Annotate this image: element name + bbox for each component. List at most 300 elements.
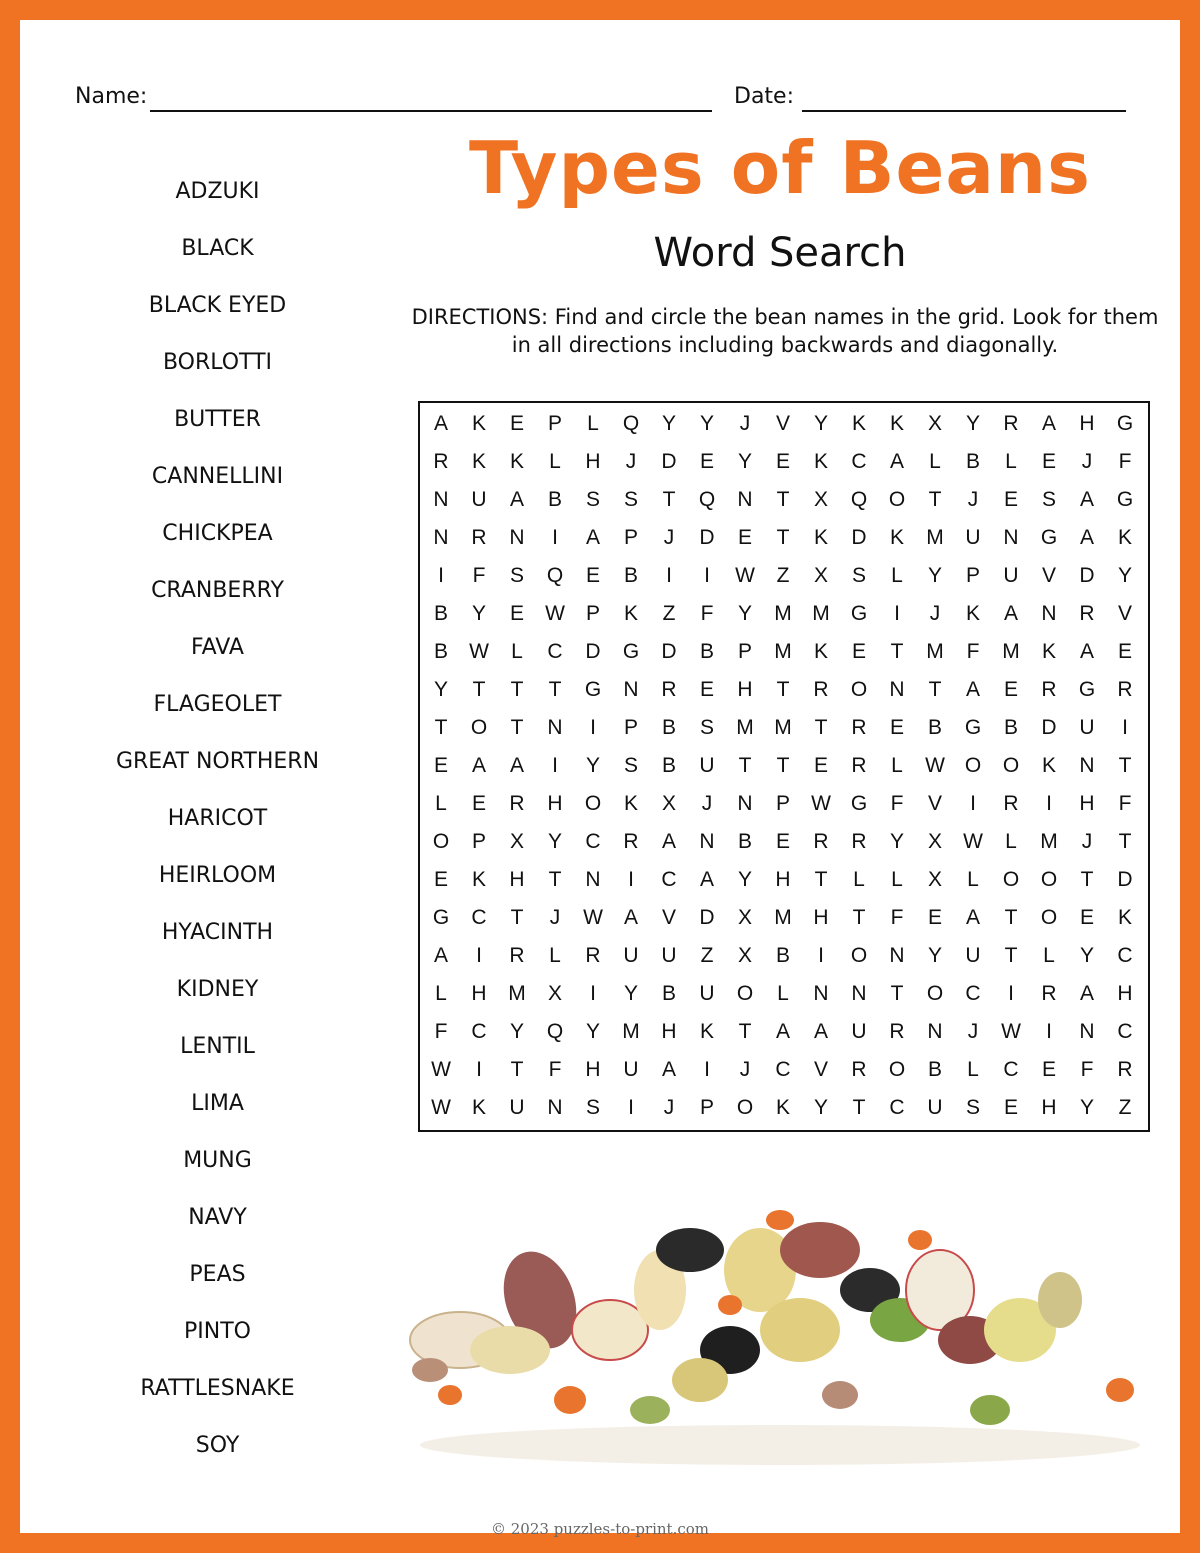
- grid-cell[interactable]: M: [774, 640, 792, 663]
- grid-cell[interactable]: V: [1041, 564, 1056, 587]
- grid-cell[interactable]: F: [966, 640, 980, 663]
- grid-cell[interactable]: X: [737, 944, 752, 967]
- grid-cell[interactable]: F: [1118, 792, 1132, 815]
- grid-cell[interactable]: Y: [471, 602, 486, 625]
- grid-cell[interactable]: I: [704, 564, 710, 587]
- grid-cell[interactable]: W: [469, 640, 489, 663]
- grid-cell[interactable]: C: [471, 1020, 487, 1043]
- grid-cell[interactable]: E: [699, 450, 714, 473]
- grid-cell[interactable]: G: [1116, 412, 1134, 435]
- grid-cell[interactable]: K: [699, 1020, 714, 1043]
- grid-cell[interactable]: W: [431, 1096, 451, 1119]
- grid-cell[interactable]: G: [850, 792, 868, 815]
- grid-cell[interactable]: Q: [622, 412, 640, 435]
- grid-cell[interactable]: I: [590, 716, 596, 739]
- grid-cell[interactable]: I: [1046, 792, 1052, 815]
- grid-cell[interactable]: E: [1003, 1096, 1018, 1119]
- grid-cell[interactable]: G: [850, 602, 868, 625]
- grid-cell[interactable]: N: [1079, 1020, 1095, 1043]
- grid-cell[interactable]: I: [438, 564, 444, 587]
- grid-cell[interactable]: W: [925, 754, 945, 777]
- grid-cell[interactable]: A: [775, 1020, 790, 1043]
- grid-cell[interactable]: F: [700, 602, 714, 625]
- grid-cell[interactable]: V: [1117, 602, 1132, 625]
- grid-cell[interactable]: K: [509, 450, 524, 473]
- grid-cell[interactable]: S: [585, 488, 600, 511]
- grid-cell[interactable]: O: [888, 488, 906, 511]
- grid-cell[interactable]: V: [775, 412, 790, 435]
- grid-cell[interactable]: M: [774, 906, 792, 929]
- grid-cell[interactable]: J: [625, 450, 637, 473]
- grid-cell[interactable]: T: [890, 982, 904, 1005]
- grid-cell[interactable]: L: [891, 868, 903, 891]
- grid-cell[interactable]: S: [699, 716, 714, 739]
- grid-cell[interactable]: R: [471, 526, 487, 549]
- grid-cell[interactable]: H: [1041, 1096, 1057, 1119]
- grid-cell[interactable]: R: [1117, 678, 1133, 701]
- grid-cell[interactable]: I: [666, 564, 672, 587]
- grid-cell[interactable]: R: [1041, 982, 1057, 1005]
- grid-cell[interactable]: E: [509, 412, 524, 435]
- grid-cell[interactable]: O: [850, 944, 868, 967]
- grid-cell[interactable]: F: [890, 792, 904, 815]
- grid-cell[interactable]: N: [509, 526, 525, 549]
- grid-cell[interactable]: V: [813, 1058, 828, 1081]
- grid-cell[interactable]: T: [738, 1020, 752, 1043]
- grid-cell[interactable]: U: [1079, 716, 1095, 739]
- grid-cell[interactable]: K: [813, 526, 828, 549]
- grid-cell[interactable]: S: [851, 564, 866, 587]
- grid-cell[interactable]: E: [927, 906, 942, 929]
- grid-cell[interactable]: B: [623, 564, 638, 587]
- grid-cell[interactable]: Y: [889, 830, 904, 853]
- grid-cell[interactable]: K: [623, 602, 638, 625]
- grid-cell[interactable]: N: [699, 830, 715, 853]
- grid-cell[interactable]: T: [814, 868, 828, 891]
- grid-cell[interactable]: E: [471, 792, 486, 815]
- grid-cell[interactable]: H: [509, 868, 525, 891]
- grid-cell[interactable]: Q: [546, 1020, 564, 1043]
- grid-cell[interactable]: P: [737, 640, 752, 663]
- grid-cell[interactable]: N: [1003, 526, 1019, 549]
- grid-cell[interactable]: T: [1004, 944, 1018, 967]
- grid-cell[interactable]: B: [699, 640, 714, 663]
- grid-cell[interactable]: E: [1041, 450, 1056, 473]
- grid-cell[interactable]: P: [623, 716, 638, 739]
- grid-cell[interactable]: P: [965, 564, 980, 587]
- grid-cell[interactable]: E: [433, 868, 448, 891]
- grid-cell[interactable]: N: [889, 944, 905, 967]
- grid-cell[interactable]: N: [547, 1096, 563, 1119]
- grid-cell[interactable]: Z: [1118, 1096, 1132, 1119]
- grid-cell[interactable]: K: [1117, 906, 1132, 929]
- grid-cell[interactable]: A: [889, 450, 904, 473]
- grid-cell[interactable]: R: [851, 716, 867, 739]
- grid-cell[interactable]: B: [661, 754, 676, 777]
- grid-cell[interactable]: C: [1117, 1020, 1133, 1043]
- grid-cell[interactable]: S: [1041, 488, 1056, 511]
- grid-cell[interactable]: A: [1079, 488, 1094, 511]
- grid-cell[interactable]: H: [737, 678, 753, 701]
- grid-cell[interactable]: N: [585, 868, 601, 891]
- grid-cell[interactable]: H: [661, 1020, 677, 1043]
- grid-cell[interactable]: E: [775, 830, 790, 853]
- grid-cell[interactable]: B: [547, 488, 562, 511]
- grid-cell[interactable]: A: [623, 906, 638, 929]
- grid-cell[interactable]: V: [661, 906, 676, 929]
- grid-cell[interactable]: F: [1080, 1058, 1094, 1081]
- grid-cell[interactable]: J: [663, 526, 675, 549]
- grid-cell[interactable]: C: [585, 830, 601, 853]
- grid-cell[interactable]: Y: [1079, 944, 1094, 967]
- grid-cell[interactable]: I: [1122, 716, 1128, 739]
- grid-cell[interactable]: T: [776, 754, 790, 777]
- grid-cell[interactable]: F: [472, 564, 486, 587]
- grid-cell[interactable]: L: [929, 450, 941, 473]
- grid-cell[interactable]: Y: [699, 412, 714, 435]
- grid-cell[interactable]: C: [965, 982, 981, 1005]
- grid-cell[interactable]: L: [1005, 830, 1017, 853]
- grid-cell[interactable]: L: [967, 1058, 979, 1081]
- grid-cell[interactable]: T: [434, 716, 448, 739]
- grid-cell[interactable]: U: [927, 1096, 943, 1119]
- grid-cell[interactable]: B: [927, 716, 942, 739]
- grid-cell[interactable]: H: [775, 868, 791, 891]
- grid-cell[interactable]: I: [552, 754, 558, 777]
- grid-cell[interactable]: K: [471, 412, 486, 435]
- grid-cell[interactable]: O: [584, 792, 602, 815]
- grid-cell[interactable]: U: [509, 1096, 525, 1119]
- grid-cell[interactable]: Y: [661, 412, 676, 435]
- grid-cell[interactable]: N: [1041, 602, 1057, 625]
- grid-cell[interactable]: D: [661, 640, 677, 663]
- grid-cell[interactable]: H: [813, 906, 829, 929]
- grid-cell[interactable]: T: [510, 678, 524, 701]
- grid-cell[interactable]: Y: [585, 1020, 600, 1043]
- grid-cell[interactable]: G: [1116, 488, 1134, 511]
- grid-cell[interactable]: S: [965, 1096, 980, 1119]
- grid-cell[interactable]: H: [547, 792, 563, 815]
- grid-cell[interactable]: U: [699, 982, 715, 1005]
- grid-cell[interactable]: I: [1008, 982, 1014, 1005]
- grid-cell[interactable]: J: [701, 792, 713, 815]
- grid-cell[interactable]: Q: [546, 564, 564, 587]
- grid-cell[interactable]: L: [587, 412, 599, 435]
- grid-cell[interactable]: Z: [776, 564, 790, 587]
- grid-cell[interactable]: U: [623, 1058, 639, 1081]
- grid-cell[interactable]: T: [1118, 754, 1132, 777]
- grid-cell[interactable]: P: [547, 412, 562, 435]
- grid-cell[interactable]: O: [1002, 754, 1020, 777]
- grid-cell[interactable]: A: [1079, 526, 1094, 549]
- grid-cell[interactable]: L: [549, 944, 561, 967]
- grid-cell[interactable]: A: [433, 944, 448, 967]
- grid-cell[interactable]: R: [889, 1020, 905, 1043]
- grid-cell[interactable]: J: [549, 906, 561, 929]
- grid-cell[interactable]: Z: [700, 944, 714, 967]
- grid-cell[interactable]: I: [590, 982, 596, 1005]
- grid-cell[interactable]: L: [777, 982, 789, 1005]
- grid-cell[interactable]: B: [661, 716, 676, 739]
- grid-cell[interactable]: R: [585, 944, 601, 967]
- grid-cell[interactable]: X: [661, 792, 676, 815]
- grid-cell[interactable]: S: [509, 564, 524, 587]
- grid-cell[interactable]: A: [699, 868, 714, 891]
- grid-cell[interactable]: L: [1005, 450, 1017, 473]
- grid-cell[interactable]: G: [964, 716, 982, 739]
- grid-cell[interactable]: C: [851, 450, 867, 473]
- grid-cell[interactable]: T: [776, 526, 790, 549]
- grid-cell[interactable]: O: [926, 982, 944, 1005]
- grid-cell[interactable]: T: [928, 678, 942, 701]
- grid-cell[interactable]: L: [435, 982, 447, 1005]
- grid-cell[interactable]: U: [965, 526, 981, 549]
- grid-cell[interactable]: O: [736, 1096, 754, 1119]
- grid-cell[interactable]: C: [1117, 944, 1133, 967]
- grid-cell[interactable]: Y: [1079, 1096, 1094, 1119]
- grid-cell[interactable]: K: [1041, 754, 1056, 777]
- grid-cell[interactable]: A: [813, 1020, 828, 1043]
- grid-cell[interactable]: U: [851, 1020, 867, 1043]
- grid-cell[interactable]: O: [850, 678, 868, 701]
- grid-cell[interactable]: Y: [737, 868, 752, 891]
- grid-cell[interactable]: D: [661, 450, 677, 473]
- grid-cell[interactable]: P: [775, 792, 790, 815]
- grid-cell[interactable]: X: [927, 830, 942, 853]
- grid-cell[interactable]: T: [548, 678, 562, 701]
- grid-cell[interactable]: A: [1003, 602, 1018, 625]
- grid-cell[interactable]: O: [1040, 906, 1058, 929]
- grid-cell[interactable]: B: [927, 1058, 942, 1081]
- grid-cell[interactable]: P: [585, 602, 600, 625]
- grid-cell[interactable]: H: [1079, 412, 1095, 435]
- grid-cell[interactable]: R: [1079, 602, 1095, 625]
- grid-cell[interactable]: U: [623, 944, 639, 967]
- grid-cell[interactable]: Y: [585, 754, 600, 777]
- grid-cell[interactable]: H: [585, 1058, 601, 1081]
- grid-cell[interactable]: D: [699, 526, 715, 549]
- grid-cell[interactable]: T: [1118, 830, 1132, 853]
- grid-cell[interactable]: X: [737, 906, 752, 929]
- grid-cell[interactable]: J: [967, 1020, 979, 1043]
- grid-cell[interactable]: R: [661, 678, 677, 701]
- grid-cell[interactable]: M: [926, 526, 944, 549]
- grid-cell[interactable]: A: [433, 412, 448, 435]
- grid-cell[interactable]: P: [699, 1096, 714, 1119]
- grid-cell[interactable]: R: [433, 450, 449, 473]
- grid-cell[interactable]: E: [1079, 906, 1094, 929]
- grid-cell[interactable]: X: [813, 488, 828, 511]
- grid-cell[interactable]: J: [739, 412, 751, 435]
- grid-cell[interactable]: Y: [813, 1096, 828, 1119]
- grid-cell[interactable]: C: [547, 640, 563, 663]
- grid-cell[interactable]: M: [774, 602, 792, 625]
- grid-cell[interactable]: F: [1118, 450, 1132, 473]
- grid-cell[interactable]: K: [889, 526, 904, 549]
- grid-cell[interactable]: B: [1003, 716, 1018, 739]
- grid-cell[interactable]: M: [1040, 830, 1058, 853]
- grid-cell[interactable]: R: [813, 678, 829, 701]
- grid-cell[interactable]: J: [1081, 830, 1093, 853]
- grid-cell[interactable]: T: [738, 754, 752, 777]
- grid-cell[interactable]: K: [1117, 526, 1132, 549]
- grid-cell[interactable]: G: [1078, 678, 1096, 701]
- grid-cell[interactable]: E: [1117, 640, 1132, 663]
- grid-cell[interactable]: A: [509, 754, 524, 777]
- grid-cell[interactable]: C: [1003, 1058, 1019, 1081]
- grid-cell[interactable]: A: [1079, 640, 1094, 663]
- grid-cell[interactable]: T: [928, 488, 942, 511]
- grid-cell[interactable]: L: [1043, 944, 1055, 967]
- grid-cell[interactable]: B: [737, 830, 752, 853]
- grid-cell[interactable]: N: [889, 678, 905, 701]
- grid-cell[interactable]: J: [929, 602, 941, 625]
- grid-cell[interactable]: W: [431, 1058, 451, 1081]
- grid-cell[interactable]: R: [851, 830, 867, 853]
- grid-cell[interactable]: I: [818, 944, 824, 967]
- grid-cell[interactable]: B: [433, 640, 448, 663]
- grid-cell[interactable]: M: [622, 1020, 640, 1043]
- grid-cell[interactable]: I: [476, 1058, 482, 1081]
- grid-cell[interactable]: W: [735, 564, 755, 587]
- grid-cell[interactable]: A: [965, 906, 980, 929]
- grid-cell[interactable]: K: [471, 450, 486, 473]
- grid-cell[interactable]: O: [1002, 868, 1020, 891]
- grid-cell[interactable]: E: [889, 716, 904, 739]
- grid-cell[interactable]: C: [775, 1058, 791, 1081]
- date-line[interactable]: [802, 110, 1126, 112]
- grid-cell[interactable]: E: [1003, 678, 1018, 701]
- grid-cell[interactable]: A: [1041, 412, 1056, 435]
- grid-cell[interactable]: N: [433, 526, 449, 549]
- grid-cell[interactable]: A: [661, 1058, 676, 1081]
- grid-cell[interactable]: W: [583, 906, 603, 929]
- grid-cell[interactable]: L: [853, 868, 865, 891]
- grid-cell[interactable]: Y: [433, 678, 448, 701]
- grid-cell[interactable]: E: [851, 640, 866, 663]
- grid-cell[interactable]: D: [585, 640, 601, 663]
- grid-cell[interactable]: Y: [927, 944, 942, 967]
- grid-cell[interactable]: D: [1117, 868, 1133, 891]
- grid-cell[interactable]: M: [812, 602, 830, 625]
- grid-cell[interactable]: Y: [509, 1020, 524, 1043]
- grid-cell[interactable]: C: [889, 1096, 905, 1119]
- grid-cell[interactable]: N: [813, 982, 829, 1005]
- grid-cell[interactable]: K: [471, 1096, 486, 1119]
- grid-cell[interactable]: Q: [698, 488, 716, 511]
- grid-cell[interactable]: T: [776, 488, 790, 511]
- grid-cell[interactable]: W: [1001, 1020, 1021, 1043]
- grid-cell[interactable]: Y: [737, 602, 752, 625]
- grid-cell[interactable]: I: [628, 1096, 634, 1119]
- grid-cell[interactable]: O: [888, 1058, 906, 1081]
- grid-cell[interactable]: N: [1079, 754, 1095, 777]
- grid-cell[interactable]: O: [964, 754, 982, 777]
- grid-cell[interactable]: O: [1040, 868, 1058, 891]
- grid-cell[interactable]: R: [813, 830, 829, 853]
- grid-cell[interactable]: N: [547, 716, 563, 739]
- grid-cell[interactable]: B: [775, 944, 790, 967]
- grid-cell[interactable]: J: [663, 1096, 675, 1119]
- grid-cell[interactable]: D: [1079, 564, 1095, 587]
- name-line[interactable]: [150, 110, 712, 112]
- grid-cell[interactable]: H: [585, 450, 601, 473]
- grid-cell[interactable]: G: [432, 906, 450, 929]
- grid-cell[interactable]: K: [1041, 640, 1056, 663]
- grid-cell[interactable]: G: [584, 678, 602, 701]
- grid-cell[interactable]: E: [1041, 1058, 1056, 1081]
- grid-cell[interactable]: K: [471, 868, 486, 891]
- grid-cell[interactable]: X: [813, 564, 828, 587]
- grid-cell[interactable]: U: [965, 944, 981, 967]
- grid-cell[interactable]: T: [776, 678, 790, 701]
- grid-cell[interactable]: H: [471, 982, 487, 1005]
- grid-cell[interactable]: I: [970, 792, 976, 815]
- grid-cell[interactable]: Y: [1117, 564, 1132, 587]
- grid-cell[interactable]: J: [967, 488, 979, 511]
- grid-cell[interactable]: E: [699, 678, 714, 701]
- grid-cell[interactable]: D: [1041, 716, 1057, 739]
- grid-cell[interactable]: N: [737, 488, 753, 511]
- grid-cell[interactable]: Y: [813, 412, 828, 435]
- grid-cell[interactable]: B: [661, 982, 676, 1005]
- grid-cell[interactable]: W: [811, 792, 831, 815]
- grid-cell[interactable]: M: [1002, 640, 1020, 663]
- grid-cell[interactable]: K: [965, 602, 980, 625]
- grid-cell[interactable]: E: [585, 564, 600, 587]
- grid-cell[interactable]: I: [704, 1058, 710, 1081]
- grid-cell[interactable]: L: [967, 868, 979, 891]
- grid-cell[interactable]: S: [585, 1096, 600, 1119]
- grid-cell[interactable]: E: [813, 754, 828, 777]
- grid-cell[interactable]: I: [894, 602, 900, 625]
- grid-cell[interactable]: X: [547, 982, 562, 1005]
- grid-cell[interactable]: W: [545, 602, 565, 625]
- grid-cell[interactable]: R: [851, 1058, 867, 1081]
- grid-cell[interactable]: I: [552, 526, 558, 549]
- grid-cell[interactable]: Y: [547, 830, 562, 853]
- grid-cell[interactable]: J: [739, 1058, 751, 1081]
- grid-cell[interactable]: R: [509, 792, 525, 815]
- grid-cell[interactable]: V: [927, 792, 942, 815]
- grid-cell[interactable]: U: [471, 488, 487, 511]
- grid-cell[interactable]: T: [852, 1096, 866, 1119]
- grid-cell[interactable]: K: [813, 450, 828, 473]
- grid-cell[interactable]: E: [1003, 488, 1018, 511]
- grid-cell[interactable]: O: [736, 982, 754, 1005]
- grid-cell[interactable]: X: [927, 868, 942, 891]
- grid-cell[interactable]: C: [661, 868, 677, 891]
- grid-cell[interactable]: T: [890, 640, 904, 663]
- grid-cell[interactable]: U: [1003, 564, 1019, 587]
- grid-cell[interactable]: E: [737, 526, 752, 549]
- grid-cell[interactable]: H: [1117, 982, 1133, 1005]
- grid-cell[interactable]: T: [510, 906, 524, 929]
- grid-cell[interactable]: O: [470, 716, 488, 739]
- grid-cell[interactable]: T: [814, 716, 828, 739]
- grid-cell[interactable]: L: [511, 640, 523, 663]
- grid-cell[interactable]: K: [623, 792, 638, 815]
- grid-cell[interactable]: X: [509, 830, 524, 853]
- grid-cell[interactable]: N: [851, 982, 867, 1005]
- grid-cell[interactable]: R: [1003, 792, 1019, 815]
- grid-cell[interactable]: F: [434, 1020, 448, 1043]
- grid-cell[interactable]: E: [509, 602, 524, 625]
- grid-cell[interactable]: H: [1079, 792, 1095, 815]
- grid-cell[interactable]: K: [775, 1096, 790, 1119]
- grid-cell[interactable]: R: [1041, 678, 1057, 701]
- grid-cell[interactable]: R: [1117, 1058, 1133, 1081]
